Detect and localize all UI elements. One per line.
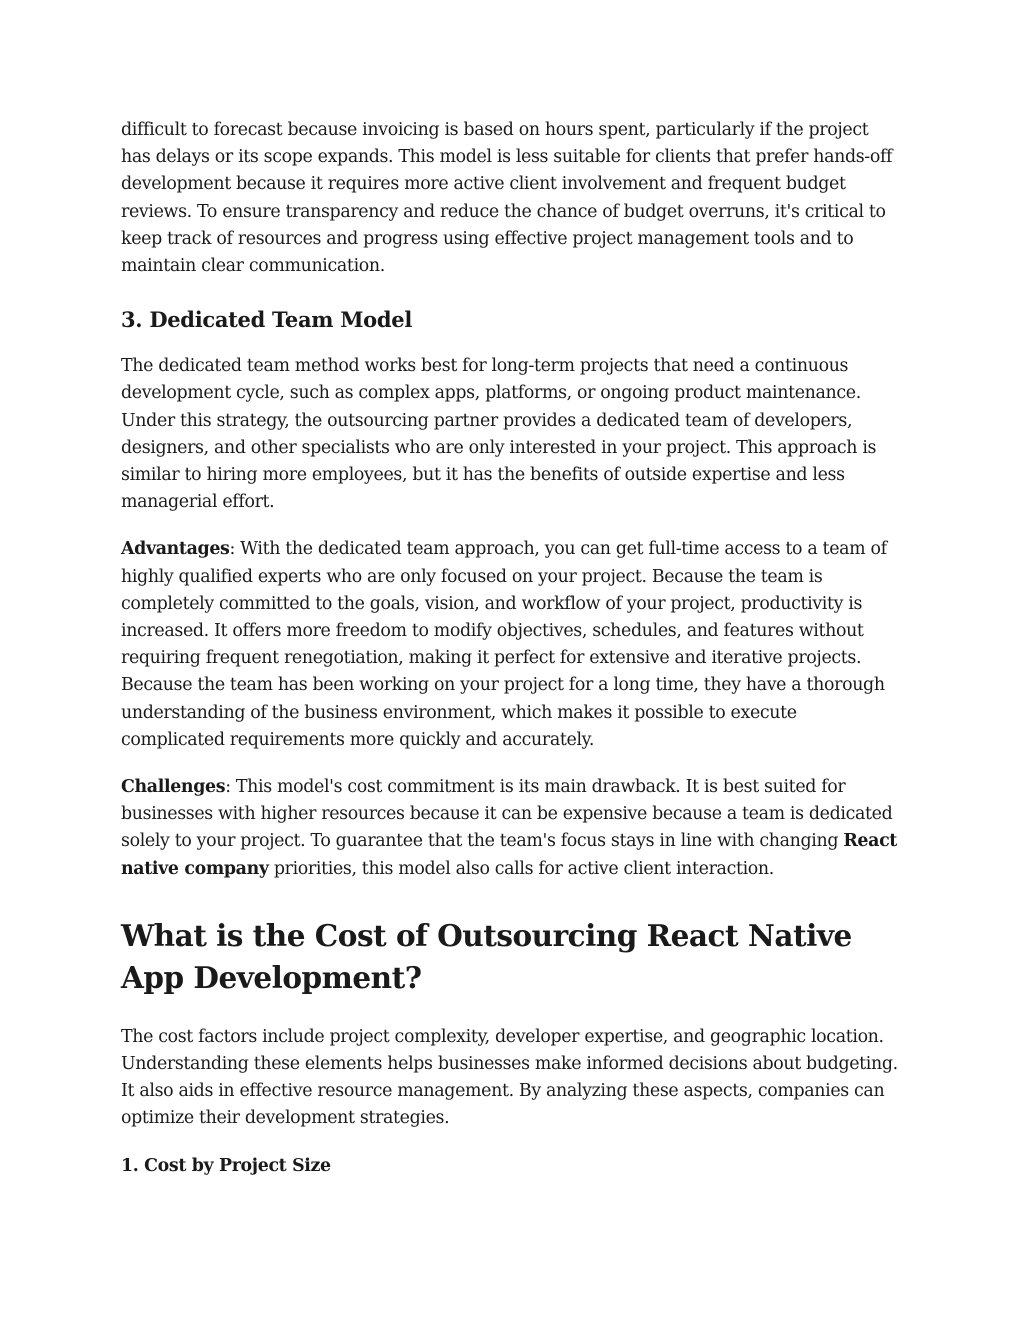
react-native-company-link[interactable]: React native company	[121, 831, 897, 879]
intro-paragraph: difficult to forecast because invoicing is based on hours spent, particularly if the project has delays or its scope expands. This model is less suitable for clients that prefer hands-off development because it requires more active client involvement and frequent budget reviews. To ensure transparency and reduce the chance of budget overruns, it's critical to keep track of resources and progress using effective project management tools and to maintain clear communication.	[121, 120, 893, 277]
challenges-text-end: priorities, this model also calls for active client interaction.	[268, 858, 774, 879]
cost-by-project-size-heading: 1. Cost by Project Size	[121, 1155, 331, 1176]
cost-intro-paragraph: The cost factors include project complexity, developer expertise, and geographic location. Understanding these elements helps businesses make informed decisions about budgeting. It also aids in effective resource management. By analyzing these aspects, companies can optimize their development strategies.	[121, 1026, 898, 1129]
challenges-paragraph	[121, 774, 903, 883]
document-page	[121, 117, 903, 1180]
advantages-text: : With the dedicated team approach, you can get full-time access to a team of highly qualified experts who are only focused on your project. Because the team is completely committed to the goals, vision, and workflow of your project, productivity is increased. It offers more freedom to modify objectives, schedules, and features without requiring frequent renegotiation, making it perfect for extensive and iterative projects. Because the team has been working on your project for a long time, they have a thorough understanding of the business environment, which makes it possible to execute complicated requirements more quickly and accurately.	[121, 539, 887, 750]
advantages-label: Advantages	[121, 539, 230, 560]
dedicated-team-description: The dedicated team method works best for long-term projects that need a continuous development cycle, such as complex apps, platforms, or ongoing product maintenance. Under this strategy, the outsourcing partner provides a dedicated team of developers, designers, and other specialists who are only interested in your project. This approach is similar to hiring more employees, but it has the benefits of outside expertise and less managerial effort.	[121, 356, 877, 513]
cost-section-heading: What is the Cost of Outsourcing React Native App Development?	[121, 917, 852, 995]
challenges-label: Challenges	[121, 777, 226, 798]
dedicated-team-heading: 3. Dedicated Team Model	[121, 307, 413, 333]
challenges-text: : This model's cost commitment is its main drawback. It is best suited for businesses with higher resources because it can be expensive because a team is dedicated solely to your project. To guarantee that the team's focus stays in line with changing	[121, 777, 893, 852]
advantages-paragraph	[121, 536, 903, 754]
